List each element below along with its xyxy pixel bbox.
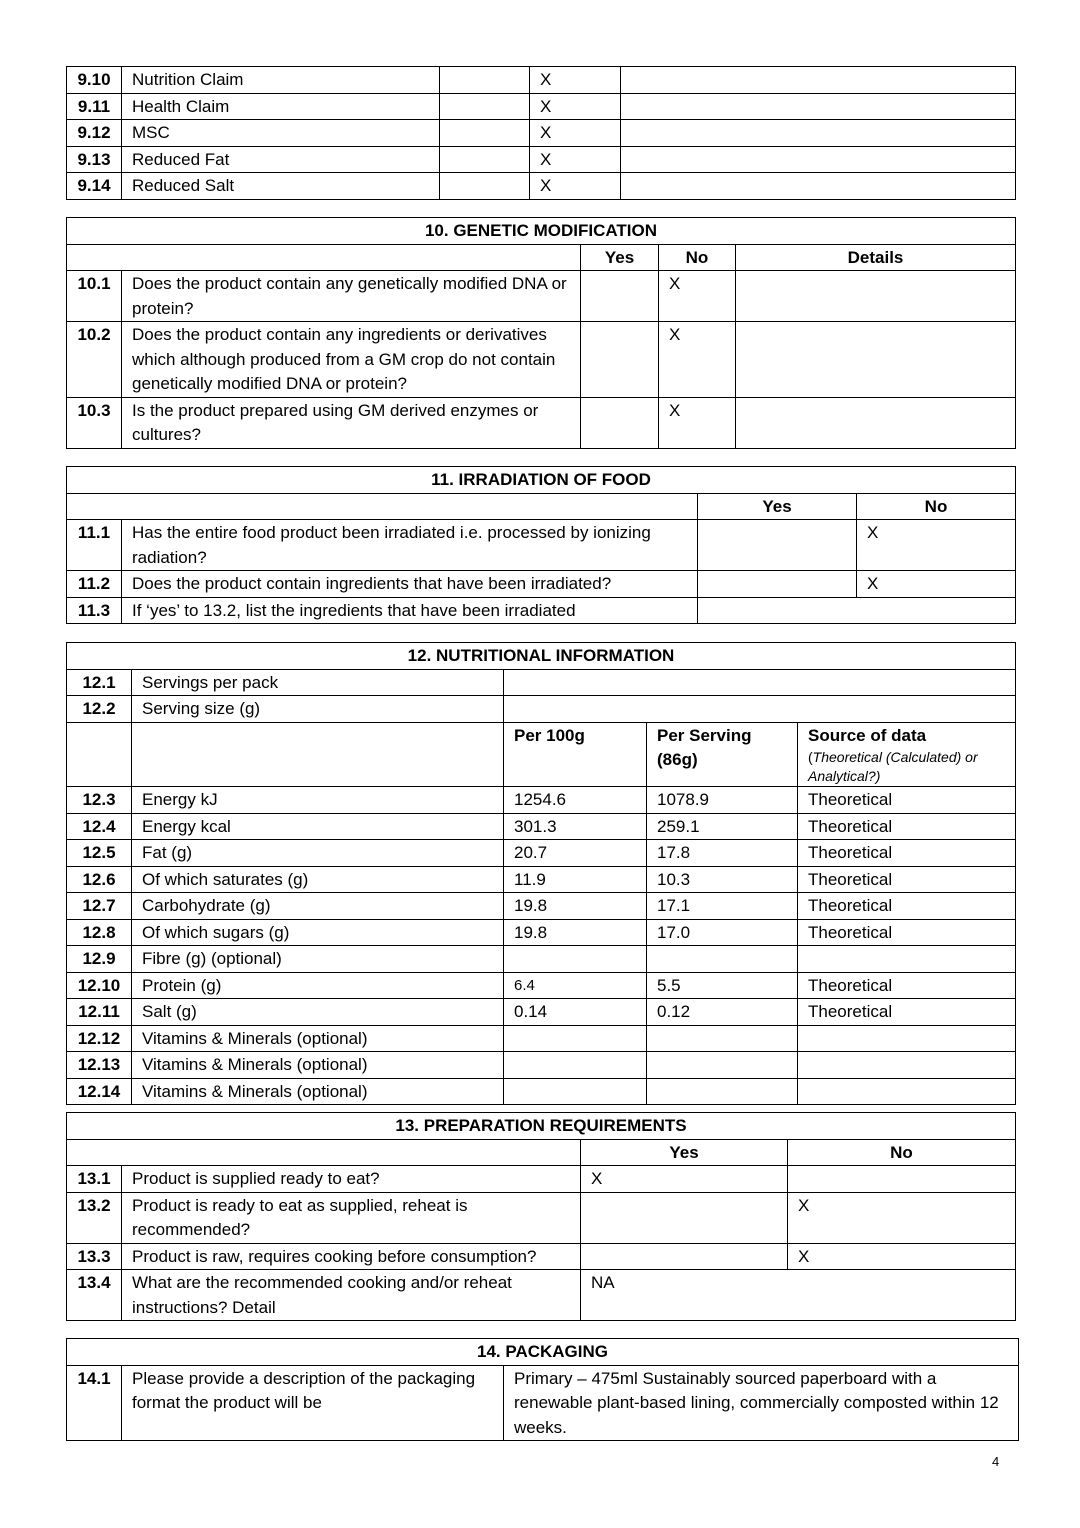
table-row	[67, 397, 1016, 448]
section-title: 13. PREPARATION REQUIREMENTS	[67, 1113, 1016, 1140]
column-header-yes: Yes	[698, 493, 857, 520]
column-header-no: No	[857, 493, 1016, 520]
instructions-value: NA	[581, 1270, 1016, 1321]
column-header-row	[67, 722, 1016, 787]
table-row: 13.3 Product is raw, requires cooking before consumption? X	[67, 1243, 1016, 1270]
row-mark: X	[530, 146, 621, 173]
answer-no: X	[659, 271, 736, 322]
answer-yes	[581, 1192, 788, 1243]
table-row: 12.9 Fibre (g) (optional)	[67, 946, 1016, 973]
section-13-table	[66, 1112, 1016, 1321]
row-label: Serving size (g)	[132, 696, 504, 723]
section-9-table	[66, 66, 1016, 200]
row-number: 12.2	[67, 696, 132, 723]
answer-yes: X	[581, 1166, 788, 1193]
row-number: 10.3	[67, 397, 122, 448]
question-text: Product is raw, requires cooking before consumption?	[122, 1243, 581, 1270]
column-header-no: No	[788, 1139, 1016, 1166]
row-label: Reduced Fat	[122, 146, 440, 173]
serving-size-value	[504, 696, 1016, 723]
table-row: 12.6 Of which saturates (g) 11.9 10.3 Theoretical	[67, 866, 1016, 893]
column-header-yes: Yes	[581, 244, 659, 271]
row-number: 9.11	[67, 93, 122, 120]
question-text: Is the product prepared using GM derived enzymes or cultures?	[122, 397, 581, 448]
question-text: Does the product contain any ingredients or derivatives which although produced from a GM crop do not contain genetically modified DNA or protein?	[122, 322, 581, 398]
section-title: 11. IRRADIATION OF FOOD	[67, 467, 1016, 494]
answer-no: X	[659, 322, 736, 398]
table-row	[67, 322, 1016, 398]
table-row: 12.10 Protein (g) 6.4 5.5 Theoretical	[67, 972, 1016, 999]
source-note: (Theoretical (Calculated) or Analytical?)	[808, 749, 978, 784]
answer-field	[698, 597, 1016, 624]
table-row: 13.1 Product is supplied ready to eat? X	[67, 1166, 1016, 1193]
table-row: 13.2 Product is ready to eat as supplied, reheat is recommended? X	[67, 1192, 1016, 1243]
question-text: Product is ready to eat as supplied, reheat is recommended?	[122, 1192, 581, 1243]
section-11-table	[66, 466, 1016, 624]
question-text: Has the entire food product been irradiated i.e. processed by ionizing radiation?	[122, 520, 698, 571]
table-row	[67, 67, 1016, 94]
row-number: 12.1	[67, 669, 132, 696]
section-14-table	[66, 1338, 1019, 1441]
table-row: 13.4 What are the recommended cooking and/or reheat instructions? Detail NA	[67, 1270, 1016, 1321]
row-mark: X	[530, 67, 621, 94]
row-number: 11.1	[67, 520, 122, 571]
table-row: 12.12 Vitamins & Minerals (optional)	[67, 1025, 1016, 1052]
section-title: 10. GENETIC MODIFICATION	[67, 218, 1016, 245]
column-header-row	[67, 244, 1016, 271]
row-label: Servings per pack	[132, 669, 504, 696]
question-text: If ‘yes’ to 13.2, list the ingredients that have been irradiated	[122, 597, 698, 624]
table-row	[67, 696, 1016, 723]
table-row: 12.7 Carbohydrate (g) 19.8 17.1 Theoretical	[67, 893, 1016, 920]
question-text: What are the recommended cooking and/or reheat instructions? Detail	[122, 1270, 581, 1321]
table-row: 12.13 Vitamins & Minerals (optional)	[67, 1052, 1016, 1079]
answer-no: X	[857, 520, 1016, 571]
section-title: 12. NUTRITIONAL INFORMATION	[67, 643, 1016, 670]
table-row	[67, 146, 1016, 173]
column-header-yes: Yes	[581, 1139, 788, 1166]
answer-no: X	[659, 397, 736, 448]
column-header-row	[67, 493, 1016, 520]
table-row	[67, 571, 1016, 598]
row-number: 10.2	[67, 322, 122, 398]
row-number: 9.13	[67, 146, 122, 173]
row-number: 9.14	[67, 173, 122, 200]
column-header-details: Details	[736, 244, 1016, 271]
row-number: 11.3	[67, 597, 122, 624]
row-mark: X	[530, 93, 621, 120]
row-label: Nutrition Claim	[122, 67, 440, 94]
table-row	[67, 173, 1016, 200]
row-number: 9.10	[67, 67, 122, 94]
table-row: 12.14 Vitamins & Minerals (optional)	[67, 1078, 1016, 1105]
table-row: 12.5 Fat (g) 20.7 17.8 Theoretical	[67, 840, 1016, 867]
column-header-per-100g: Per 100g	[504, 722, 647, 787]
packaging-description: Primary – 475ml Sustainably sourced paperboard with a renewable plant-based lining, commercially composted within 12 weeks.	[504, 1365, 1019, 1441]
table-row: 12.3 Energy kJ 1254.6 1078.9 Theoretical	[67, 787, 1016, 814]
answer-no: X	[788, 1192, 1016, 1243]
table-row: 12.11 Salt (g) 0.14 0.12 Theoretical	[67, 999, 1016, 1026]
question-text: Does the product contain any genetically modified DNA or protein?	[122, 271, 581, 322]
table-row	[67, 597, 1016, 624]
section-12-table	[66, 642, 1016, 1105]
row-label: Health Claim	[122, 93, 440, 120]
section-10-table	[66, 217, 1016, 449]
row-label: Reduced Salt	[122, 173, 440, 200]
column-header-source	[798, 722, 1016, 787]
table-row: 12.4 Energy kcal 301.3 259.1 Theoretical	[67, 813, 1016, 840]
question-text: Does the product contain ingredients that have been irradiated?	[122, 571, 698, 598]
servings-value	[504, 669, 1016, 696]
table-row	[67, 93, 1016, 120]
row-number: 11.2	[67, 571, 122, 598]
row-mark: X	[530, 173, 621, 200]
column-header-per-serving: Per Serving (86g)	[647, 722, 798, 787]
table-row: 12.8 Of which sugars (g) 19.8 17.0 Theoretical	[67, 919, 1016, 946]
table-row: 14.1 Please provide a description of the packaging format the product will be Primary – 475ml Sustainably sourced paperboard with a renewable plant-based lining, commercially composted within 12 weeks.	[67, 1365, 1019, 1441]
question-text: Product is supplied ready to eat?	[122, 1166, 581, 1193]
table-row	[67, 669, 1016, 696]
answer-yes	[581, 1243, 788, 1270]
row-label: MSC	[122, 120, 440, 147]
row-number: 9.12	[67, 120, 122, 147]
column-header-row	[67, 1139, 1016, 1166]
answer-no	[788, 1166, 1016, 1193]
question-text: Please provide a description of the packaging format the product will be	[122, 1365, 504, 1441]
table-row	[67, 120, 1016, 147]
row-mark: X	[530, 120, 621, 147]
source-label: Source of data	[808, 725, 927, 745]
section-title: 14. PACKAGING	[67, 1339, 1019, 1366]
answer-no: X	[857, 571, 1016, 598]
answer-no: X	[788, 1243, 1016, 1270]
column-header-no: No	[659, 244, 736, 271]
table-row	[67, 271, 1016, 322]
table-row	[67, 520, 1016, 571]
row-number: 10.1	[67, 271, 122, 322]
page-number: 4	[992, 1454, 1000, 1469]
